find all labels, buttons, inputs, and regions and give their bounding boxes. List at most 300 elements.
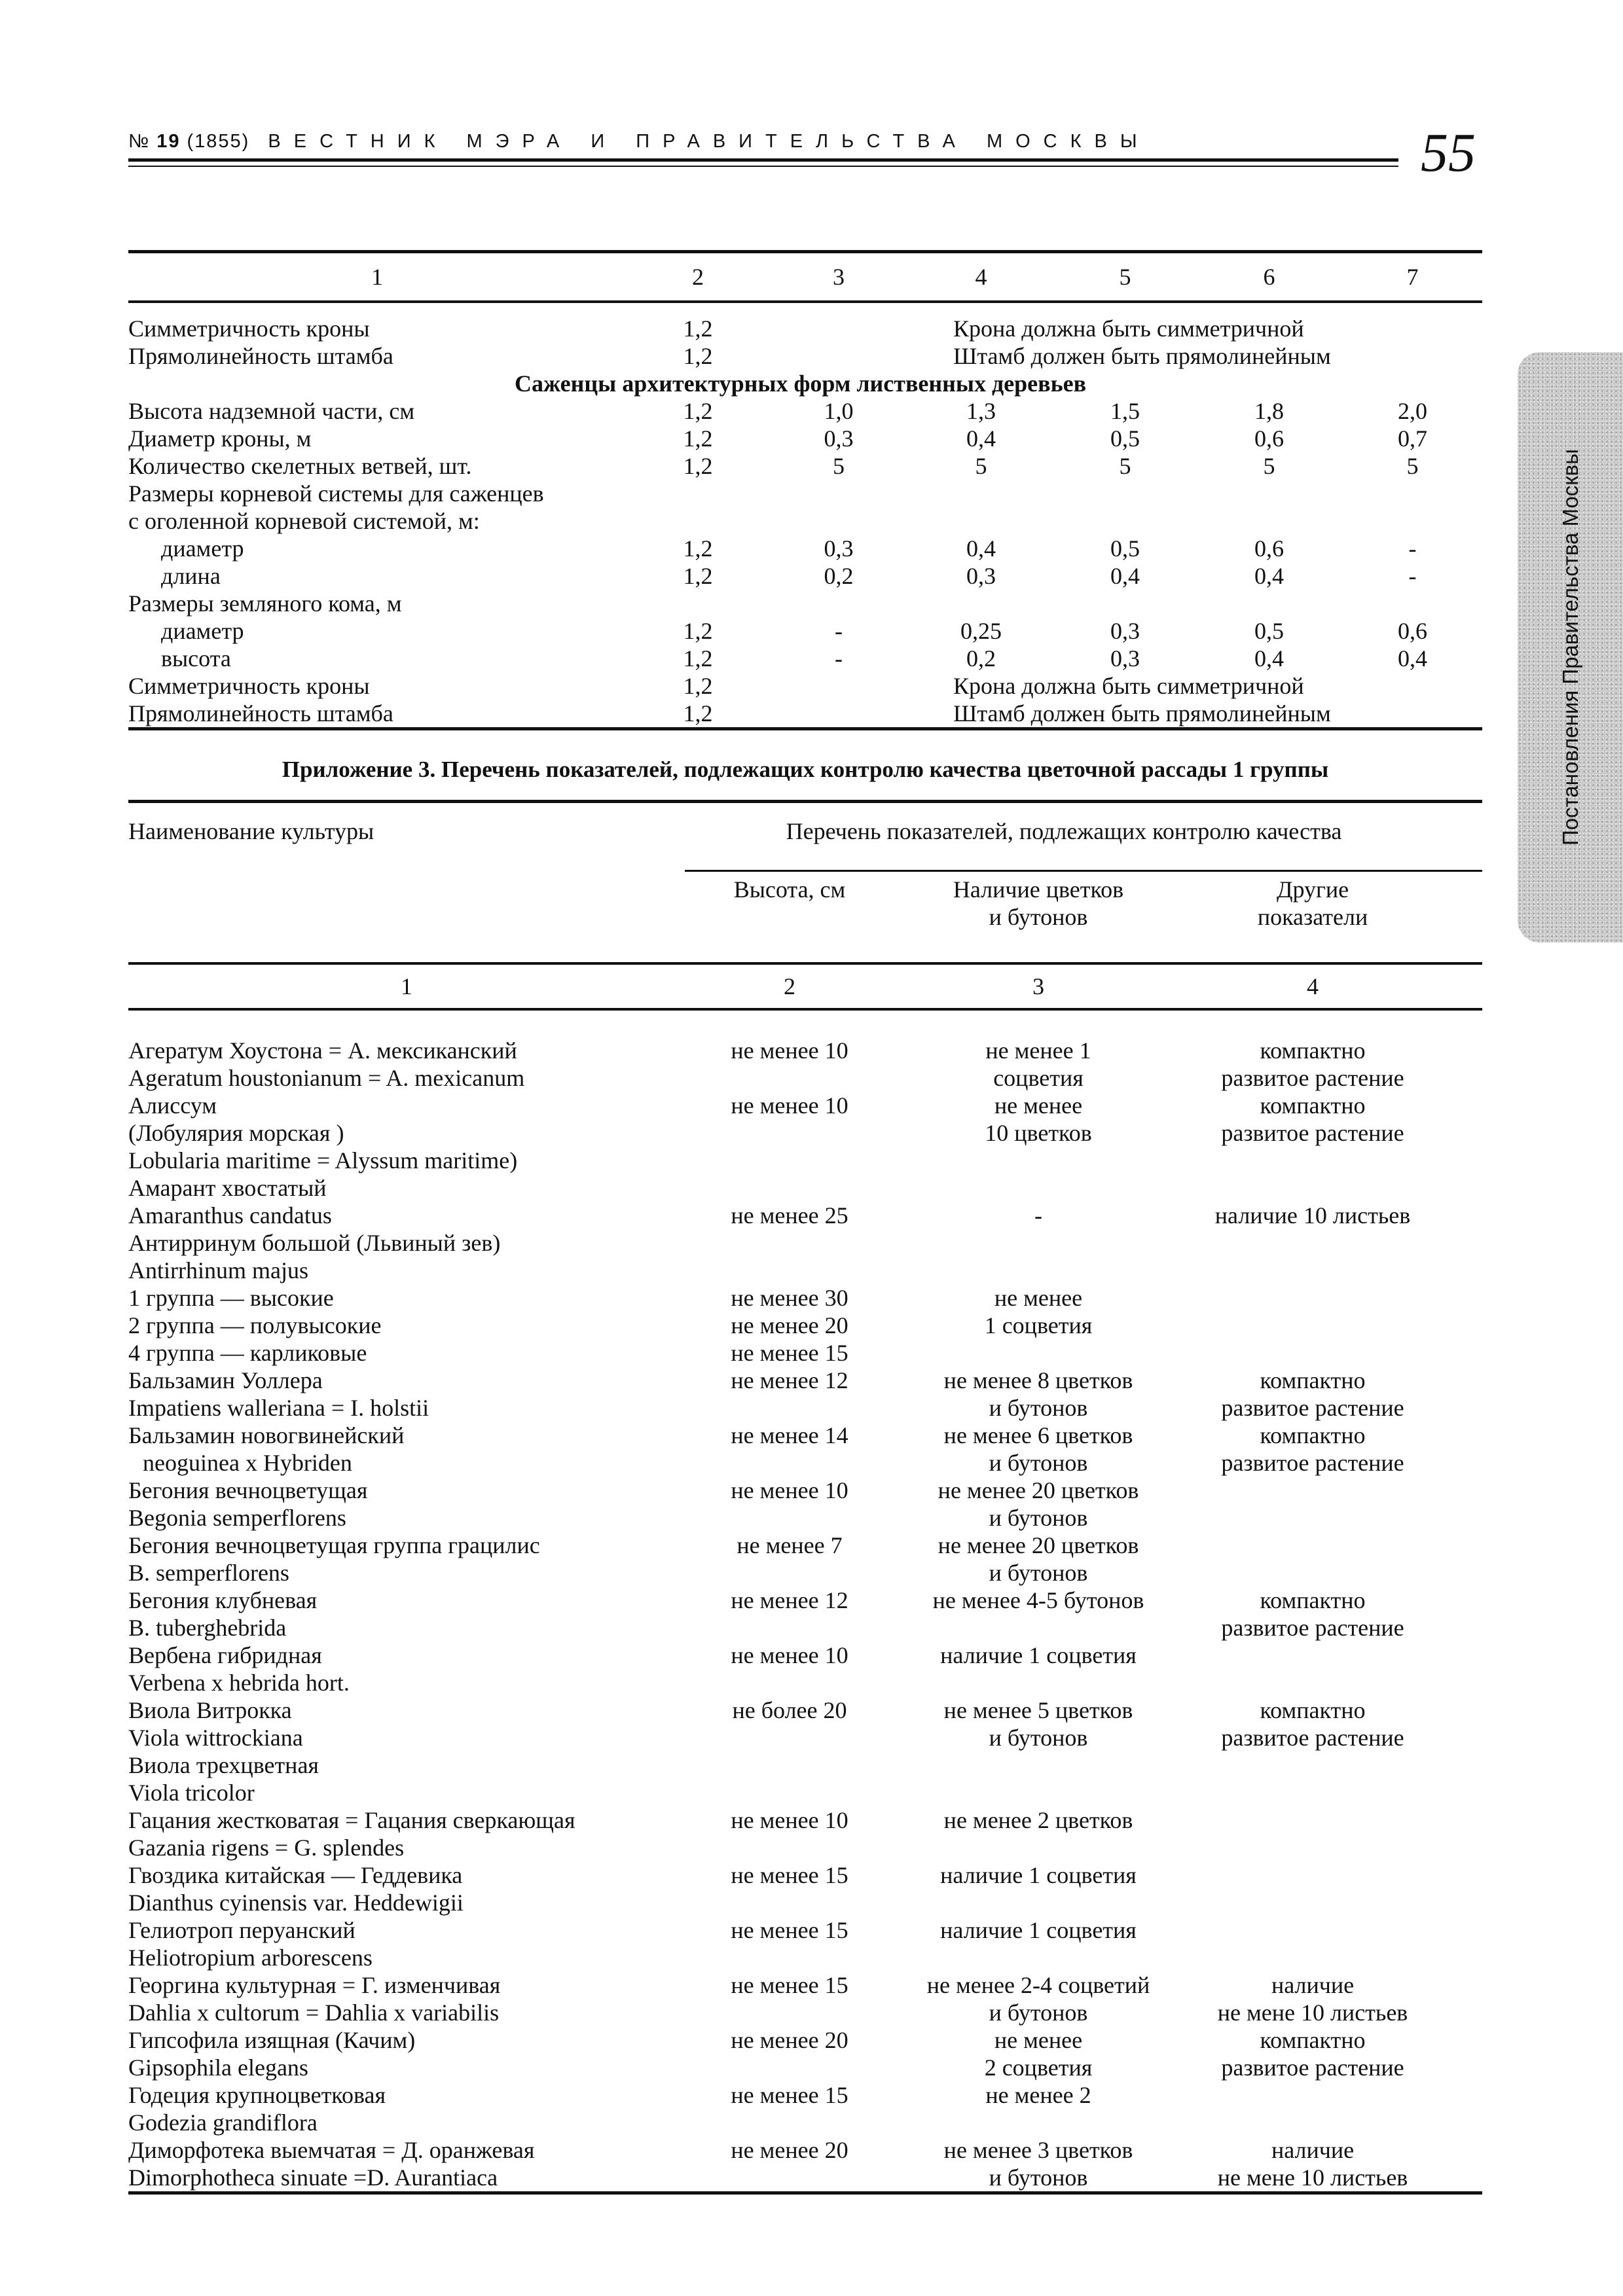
row-label: Размеры корневой системы для саженцев bbox=[128, 480, 544, 507]
cell-value: 2,0 bbox=[1398, 398, 1427, 424]
table-row bbox=[128, 1669, 1482, 1696]
row-label: Количество скелетных ветвей, шт. bbox=[128, 453, 472, 479]
other-indicators-cell bbox=[1182, 1532, 1443, 1559]
crop-name-cell: Ageratum houstonianum = A. mexicanum bbox=[128, 1065, 525, 1091]
column-number: 2 bbox=[685, 963, 894, 1009]
cell-value: 0,4 bbox=[1398, 645, 1427, 672]
flowers-buds-cell: не менее bbox=[994, 1092, 1083, 1119]
cell-value: 1,2 bbox=[683, 343, 713, 369]
table-row bbox=[128, 2164, 1482, 2193]
other-indicators-cell bbox=[1182, 1916, 1443, 1944]
column-number: 4 bbox=[907, 252, 1055, 302]
table-row bbox=[128, 315, 1482, 342]
crop-name-cell: Агератум Хоустона = А. мексиканский bbox=[128, 1037, 517, 1064]
table-row bbox=[128, 672, 1482, 700]
crop-name-cell: Viola wittrockiana bbox=[128, 1725, 303, 1751]
table-row bbox=[128, 1559, 1482, 1587]
crop-name-cell: Impatiens walleriana = I. holstii bbox=[128, 1395, 429, 1421]
cell-value: 0,6 bbox=[1254, 425, 1284, 452]
crop-name-cell: Бегония вечноцветущая bbox=[128, 1477, 368, 1503]
table-row bbox=[128, 1174, 1482, 1202]
flowers-buds-cell: наличие 1 соцветия bbox=[940, 1917, 1137, 1943]
cell-value: - bbox=[835, 645, 843, 672]
cell-value: 0,5 bbox=[1110, 425, 1140, 452]
table-row bbox=[128, 1202, 1482, 1229]
row-label: Симметричность кроны bbox=[128, 315, 370, 342]
header-rule bbox=[128, 158, 1398, 167]
flowers-buds-cell: 1 соцветия bbox=[984, 1312, 1093, 1338]
crop-name-cell: Гацания жестковатая = Гацания сверкающая bbox=[128, 1807, 575, 1833]
table-row bbox=[128, 370, 1482, 397]
other-indicators-cell: не мене 10 листьев bbox=[1217, 2164, 1408, 2191]
height-cell bbox=[685, 1999, 894, 2026]
column-number: 3 bbox=[770, 252, 907, 302]
other-indicators-cell: развитое растение bbox=[1221, 1065, 1404, 1091]
height-cell: не менее 15 bbox=[731, 1340, 848, 1366]
height-cell bbox=[685, 1751, 894, 1779]
table-row bbox=[128, 1971, 1482, 1999]
flowers-buds-cell: не менее 1 bbox=[985, 1037, 1091, 1064]
height-cell bbox=[685, 1394, 894, 1422]
height-cell: не менее 15 bbox=[731, 2082, 848, 2108]
height-cell bbox=[685, 1614, 894, 1641]
cell-value: - bbox=[1408, 563, 1417, 589]
row-label: Прямолинейность штамба bbox=[128, 700, 393, 726]
cell-value: 0,3 bbox=[966, 563, 996, 589]
height-cell: не менее 20 bbox=[731, 1312, 848, 1338]
cell-value bbox=[1343, 590, 1482, 617]
cell-value: 0,4 bbox=[966, 535, 996, 562]
table-row bbox=[128, 535, 1482, 562]
height-cell bbox=[685, 1504, 894, 1532]
crop-name-cell: Dianthus cyinensis var. Heddewigii bbox=[128, 1890, 464, 1916]
cell-value bbox=[770, 480, 907, 507]
cell-value: 0,25 bbox=[960, 618, 1002, 644]
flowers-buds-cell bbox=[894, 1889, 1182, 1916]
cell-value: 0,5 bbox=[1110, 535, 1140, 562]
cell-value bbox=[626, 507, 770, 535]
cell-value: 1,2 bbox=[683, 315, 713, 342]
height-cell bbox=[685, 1449, 894, 1477]
other-indicators-cell bbox=[1182, 1779, 1443, 1806]
table-row bbox=[128, 1284, 1482, 1312]
height-cell bbox=[685, 1064, 894, 1092]
table-row bbox=[128, 1394, 1482, 1422]
cell-value bbox=[907, 590, 1055, 617]
height-cell: не менее 12 bbox=[731, 1367, 848, 1393]
flowers-buds-cell: не менее 2 bbox=[985, 2082, 1091, 2108]
column-numbers-row bbox=[128, 963, 1482, 1009]
cell-value bbox=[1343, 480, 1482, 507]
table-row bbox=[128, 1999, 1482, 2026]
table-row bbox=[128, 1367, 1482, 1394]
table-row bbox=[128, 1806, 1482, 1834]
cell-value: 1,2 bbox=[683, 425, 713, 452]
flowers-buds-cell: не менее 6 цветков bbox=[943, 1422, 1133, 1448]
crop-name-cell: Verbena x hebrida hort. bbox=[128, 1670, 350, 1696]
cell-value: 5 bbox=[1406, 453, 1419, 479]
crop-name-cell: Lobularia maritime = Alyssum maritime) bbox=[128, 1147, 518, 1174]
crop-name-cell: 1 группа — высокие bbox=[128, 1285, 334, 1311]
other-indicators-cell: компактно bbox=[1260, 1587, 1366, 1613]
page-header bbox=[128, 128, 1398, 174]
table-row bbox=[128, 700, 1482, 729]
cell-value: 1,2 bbox=[683, 453, 713, 479]
height-cell bbox=[685, 1119, 894, 1147]
other-indicators-cell bbox=[1182, 1504, 1443, 1532]
row-label: высота bbox=[161, 645, 231, 672]
cell-value bbox=[907, 480, 1055, 507]
other-indicators-cell: компактно bbox=[1260, 2027, 1366, 2053]
other-indicators-cell bbox=[1182, 1751, 1443, 1779]
other-indicators-cell: компактно bbox=[1260, 1092, 1366, 1119]
height-cell: не менее 25 bbox=[731, 1202, 848, 1229]
height-cell: не менее 30 bbox=[731, 1285, 848, 1311]
other-indicators-cell bbox=[1182, 1229, 1443, 1257]
cell-value: 0,5 bbox=[1254, 618, 1284, 644]
cell-value bbox=[1195, 480, 1343, 507]
other-indicators-cell: наличие bbox=[1271, 2137, 1355, 2163]
table-row bbox=[128, 1889, 1482, 1916]
crop-name-cell: Heliotropium arborescens bbox=[128, 1945, 373, 1971]
table-row bbox=[128, 2109, 1482, 2136]
crop-name-cell: Георгина культурная = Г. изменчивая bbox=[128, 1972, 501, 1998]
table-row bbox=[128, 2081, 1482, 2109]
flowers-buds-cell: не менее bbox=[994, 2027, 1083, 2053]
crop-name-cell: Begonia semperflorens bbox=[128, 1505, 346, 1531]
cell-value: 1,2 bbox=[683, 563, 713, 589]
cell-value bbox=[1055, 507, 1195, 535]
flowers-buds-cell: и бутонов bbox=[989, 2164, 1088, 2191]
table-row bbox=[128, 2026, 1482, 2054]
journal-title: ВЕСТНИК МЭРА И ПРАВИТЕЛЬСТВА МОСКВЫ bbox=[268, 131, 1150, 152]
row-label: Высота надземной части, см bbox=[128, 398, 415, 424]
table-row bbox=[128, 1834, 1482, 1861]
height-cell: не более 20 bbox=[732, 1697, 847, 1723]
height-cell: не менее 10 bbox=[731, 1477, 848, 1503]
other-indicators-cell bbox=[1182, 1174, 1443, 1202]
cell-value: 0,4 bbox=[966, 425, 996, 452]
table-row bbox=[128, 1532, 1482, 1559]
table-row bbox=[128, 1422, 1482, 1449]
row-note: Крона должна быть симметричной bbox=[953, 673, 1304, 699]
column-number: 3 bbox=[894, 963, 1182, 1009]
other-indicators-cell: компактно bbox=[1260, 1367, 1366, 1393]
crop-name-cell: Dimorphotheca sinuate =D. Aurantiaca bbox=[128, 2164, 498, 2191]
section-side-tab-label: Постановления Правительства Москвы bbox=[1558, 449, 1582, 846]
cell-value: 1,2 bbox=[683, 618, 713, 644]
column-header-other: Другие показатели bbox=[1182, 871, 1443, 964]
flowers-buds-cell bbox=[894, 2109, 1182, 2136]
height-cell: не менее 14 bbox=[731, 1422, 848, 1448]
flowers-buds-cell bbox=[894, 1174, 1182, 1202]
column-header-name: Наименование культуры bbox=[128, 818, 374, 844]
other-indicators-cell: наличие bbox=[1271, 1972, 1355, 1998]
table-row bbox=[128, 1779, 1482, 1806]
table-row bbox=[128, 645, 1482, 672]
crop-name-cell: Диморфотека выемчатая = Д. оранжевая bbox=[128, 2137, 535, 2163]
flowers-buds-cell: соцветия bbox=[993, 1065, 1084, 1091]
height-cell bbox=[685, 1724, 894, 1751]
table-row bbox=[128, 1944, 1482, 1971]
crop-name-cell: 2 группа — полувысокие bbox=[128, 1312, 382, 1338]
table-row bbox=[128, 1037, 1482, 1064]
cell-value bbox=[1195, 507, 1343, 535]
table-row bbox=[128, 480, 1482, 507]
appendix-title: Приложение 3. Перечень показателей, подлежащих контролю качества цветочной рассады 1 группы bbox=[282, 757, 1329, 782]
flowers-buds-cell bbox=[894, 1669, 1182, 1696]
cell-value: 0,3 bbox=[824, 535, 854, 562]
height-cell bbox=[685, 1834, 894, 1861]
height-cell bbox=[685, 1779, 894, 1806]
cell-value: 1,2 bbox=[683, 673, 713, 699]
table-row bbox=[128, 1861, 1482, 1889]
cell-value: 0,6 bbox=[1398, 618, 1427, 644]
flowers-buds-cell: не менее 2 цветков bbox=[943, 1807, 1133, 1833]
flowers-buds-cell: не менее 5 цветков bbox=[943, 1697, 1133, 1723]
seedlings-indicators-table bbox=[128, 250, 1482, 730]
table-row bbox=[128, 617, 1482, 645]
table-row bbox=[128, 1641, 1482, 1669]
cell-value: 1,2 bbox=[683, 700, 713, 726]
other-indicators-cell bbox=[1182, 1861, 1443, 1889]
cell-value: 1,2 bbox=[683, 535, 713, 562]
table-row bbox=[128, 590, 1482, 617]
flowers-buds-cell: - bbox=[1034, 1202, 1042, 1229]
other-indicators-cell bbox=[1182, 1257, 1443, 1284]
other-indicators-cell: развитое растение bbox=[1221, 1395, 1404, 1421]
table-row bbox=[128, 1229, 1482, 1257]
height-cell bbox=[685, 1559, 894, 1587]
column-number: 7 bbox=[1343, 252, 1482, 302]
other-indicators-cell bbox=[1182, 1312, 1443, 1339]
table-row bbox=[128, 507, 1482, 535]
flowers-buds-cell bbox=[894, 1944, 1182, 1971]
table-row bbox=[128, 1119, 1482, 1147]
table-row bbox=[128, 1614, 1482, 1641]
flowers-buds-cell: наличие 1 соцветия bbox=[940, 1642, 1137, 1668]
cell-value: - bbox=[1408, 535, 1417, 562]
height-cell bbox=[685, 1147, 894, 1174]
other-indicators-cell: развитое растение bbox=[1221, 1615, 1404, 1641]
other-indicators-cell bbox=[1182, 1477, 1443, 1504]
crop-name-cell: B. semperflorens bbox=[128, 1560, 289, 1586]
row-label: с оголенной корневой системой, м: bbox=[128, 508, 480, 534]
table-row bbox=[128, 342, 1482, 370]
page-number: 55 bbox=[1421, 122, 1476, 183]
cell-value: - bbox=[835, 618, 843, 644]
height-cell: не менее 20 bbox=[731, 2137, 848, 2163]
table-row bbox=[128, 1147, 1482, 1174]
cell-value: 0,3 bbox=[824, 425, 854, 452]
crop-name-cell: Алиссум bbox=[128, 1092, 217, 1119]
cell-value: 5 bbox=[1263, 453, 1275, 479]
column-number: 2 bbox=[626, 252, 770, 302]
flowers-buds-cell: и бутонов bbox=[989, 1395, 1088, 1421]
table-subheading: Саженцы архитектурных форм лиственных деревьев bbox=[515, 370, 1087, 397]
height-cell bbox=[685, 2109, 894, 2136]
row-label: диаметр bbox=[161, 535, 244, 562]
row-label: Симметричность кроны bbox=[128, 673, 370, 699]
flowers-buds-cell: не менее 3 цветков bbox=[943, 2137, 1133, 2163]
crop-name-cell: Бальзамин новогвинейский bbox=[128, 1422, 405, 1448]
cell-value bbox=[1055, 480, 1195, 507]
other-indicators-cell: наличие 10 листьев bbox=[1214, 1202, 1411, 1229]
cell-value: 1,0 bbox=[824, 398, 854, 424]
cell-value: 5 bbox=[975, 453, 987, 479]
row-label: Диаметр кроны, м bbox=[128, 425, 312, 452]
row-label: диаметр bbox=[161, 618, 244, 644]
height-cell: не менее 7 bbox=[737, 1532, 843, 1558]
height-cell bbox=[685, 1669, 894, 1696]
crop-name-cell: Бегония клубневая bbox=[128, 1587, 318, 1613]
row-label: Размеры земляного кома, м bbox=[128, 590, 402, 617]
flowers-buds-cell bbox=[894, 1229, 1182, 1257]
cell-value: 0,7 bbox=[1398, 425, 1427, 452]
crop-name-cell: Гипсофила изящная (Качим) bbox=[128, 2027, 416, 2053]
other-indicators-cell bbox=[1182, 1669, 1443, 1696]
crop-name-cell: Gipsophila elegans bbox=[128, 2054, 308, 2081]
height-cell: не менее 20 bbox=[731, 2027, 848, 2053]
other-indicators-cell bbox=[1182, 1806, 1443, 1834]
height-cell: не менее 12 bbox=[731, 1587, 848, 1613]
cell-value bbox=[907, 507, 1055, 535]
crop-name-cell: Gazania rigens = G. splendes bbox=[128, 1835, 405, 1861]
table-row bbox=[128, 1477, 1482, 1504]
flowers-buds-cell: не менее 20 цветков bbox=[938, 1477, 1139, 1503]
section-side-tab bbox=[1518, 352, 1623, 942]
other-indicators-cell bbox=[1182, 1284, 1443, 1312]
crop-name-cell: Антирринум большой (Львиный зев) bbox=[128, 1230, 501, 1256]
height-cell bbox=[685, 1229, 894, 1257]
cell-value bbox=[770, 507, 907, 535]
table-row bbox=[128, 1064, 1482, 1092]
table-row bbox=[128, 1312, 1482, 1339]
cell-value bbox=[1343, 507, 1482, 535]
crop-name-cell: (Лобулярия морская ) bbox=[128, 1120, 344, 1146]
column-numbers-row bbox=[128, 252, 1482, 302]
table-row bbox=[128, 452, 1482, 480]
cell-value bbox=[626, 480, 770, 507]
other-indicators-cell bbox=[1182, 1339, 1443, 1367]
flowers-buds-cell: не менее bbox=[994, 1285, 1083, 1311]
cell-value bbox=[626, 590, 770, 617]
cell-value: 1,2 bbox=[683, 398, 713, 424]
cell-value: 0,6 bbox=[1254, 535, 1284, 562]
row-note: Штамб должен быть прямолинейным bbox=[953, 700, 1331, 726]
flowers-buds-cell: не менее 2-4 соцветий bbox=[926, 1972, 1150, 1998]
other-indicators-cell bbox=[1182, 2109, 1443, 2136]
column-header-flowers: Наличие цветков и бутонов bbox=[894, 871, 1182, 964]
height-cell bbox=[685, 1889, 894, 1916]
crop-name-cell: Бегония вечноцветущая группа грацилис bbox=[128, 1532, 540, 1558]
flowers-buds-cell: и бутонов bbox=[989, 1505, 1088, 1531]
row-label: длина bbox=[161, 563, 221, 589]
other-indicators-cell bbox=[1182, 1944, 1443, 1971]
cell-value: 1,2 bbox=[683, 645, 713, 672]
flowers-buds-cell: наличие 1 соцветия bbox=[940, 1862, 1137, 1888]
other-indicators-cell: развитое растение bbox=[1221, 1725, 1404, 1751]
crop-name-cell: Виола Витрокка bbox=[128, 1697, 292, 1723]
table-row bbox=[128, 1257, 1482, 1284]
table-row bbox=[128, 562, 1482, 590]
height-cell bbox=[685, 1174, 894, 1202]
flowers-buds-cell: и бутонов bbox=[989, 1560, 1088, 1586]
issue-sequence: (1855) bbox=[187, 131, 250, 152]
table-row bbox=[128, 1339, 1482, 1367]
cell-value: 1,5 bbox=[1110, 398, 1140, 424]
table-row bbox=[128, 2136, 1482, 2164]
table-row bbox=[128, 1449, 1482, 1477]
crop-name-cell: Бальзамин Уоллера bbox=[128, 1367, 323, 1393]
crop-name-cell: Amaranthus candatus bbox=[128, 1202, 332, 1229]
table-row bbox=[128, 1092, 1482, 1119]
crop-name-cell: Godezia grandiflora bbox=[128, 2109, 318, 2136]
cell-value: 1,3 bbox=[966, 398, 996, 424]
column-header-height: Высота, см bbox=[685, 871, 894, 964]
height-cell bbox=[685, 2164, 894, 2193]
flowers-buds-cell: и бутонов bbox=[989, 1450, 1088, 1476]
column-number: 1 bbox=[128, 252, 626, 302]
other-indicators-cell: развитое растение bbox=[1221, 1450, 1404, 1476]
cell-value bbox=[1055, 590, 1195, 617]
flowers-buds-cell: не менее 4-5 бутонов bbox=[932, 1587, 1144, 1613]
crop-name-cell: 4 группа — карликовые bbox=[128, 1340, 367, 1366]
height-cell: не менее 15 bbox=[731, 1972, 848, 1998]
table-row bbox=[128, 1916, 1482, 1944]
flowers-buds-cell bbox=[894, 1751, 1182, 1779]
crop-name-cell: Виола трехцветная bbox=[128, 1752, 319, 1778]
flowers-buds-cell: не менее 20 цветков bbox=[938, 1532, 1139, 1558]
height-cell bbox=[685, 2054, 894, 2081]
other-indicators-cell: развитое растение bbox=[1221, 1120, 1404, 1146]
crop-name-cell: Гвоздика китайская — Геддевика bbox=[128, 1862, 463, 1888]
cell-value bbox=[1195, 590, 1343, 617]
crop-name-cell: Амарант хвостатый bbox=[128, 1175, 327, 1201]
flowers-buds-cell bbox=[894, 1339, 1182, 1367]
height-cell bbox=[685, 1257, 894, 1284]
flowers-buds-cell: и бутонов bbox=[989, 2000, 1088, 2026]
height-cell: не менее 15 bbox=[731, 1917, 848, 1943]
cell-value: 0,2 bbox=[966, 645, 996, 672]
issue-number: 19 bbox=[156, 131, 181, 152]
height-cell: не менее 10 bbox=[731, 1642, 848, 1668]
cell-value: 0,4 bbox=[1254, 563, 1284, 589]
flowers-buds-cell: не менее 8 цветков bbox=[943, 1367, 1133, 1393]
column-number: 5 bbox=[1055, 252, 1195, 302]
column-number: 6 bbox=[1195, 252, 1343, 302]
issue-info bbox=[128, 131, 1150, 152]
column-number: 4 bbox=[1182, 963, 1443, 1009]
column-number: 1 bbox=[128, 963, 685, 1009]
height-cell: не менее 10 bbox=[731, 1092, 848, 1119]
crop-name-cell: Viola tricolor bbox=[128, 1780, 255, 1806]
other-indicators-cell bbox=[1182, 2081, 1443, 2109]
cell-value: 0,2 bbox=[824, 563, 854, 589]
issue-number-symbol: № bbox=[128, 131, 151, 152]
cell-value: 5 bbox=[1119, 453, 1131, 479]
other-indicators-cell: компактно bbox=[1260, 1037, 1366, 1064]
flowers-buds-cell: 10 цветков bbox=[985, 1120, 1092, 1146]
other-indicators-cell bbox=[1182, 1889, 1443, 1916]
table-row bbox=[128, 425, 1482, 452]
other-indicators-cell bbox=[1182, 1834, 1443, 1861]
crop-name-cell: Antirrhinum majus bbox=[128, 1257, 308, 1283]
crop-name-cell: Вербена гибридная bbox=[128, 1642, 322, 1668]
row-note: Штамб должен быть прямолинейным bbox=[953, 343, 1331, 369]
cell-value: 5 bbox=[833, 453, 845, 479]
cell-value: 0,4 bbox=[1110, 563, 1140, 589]
